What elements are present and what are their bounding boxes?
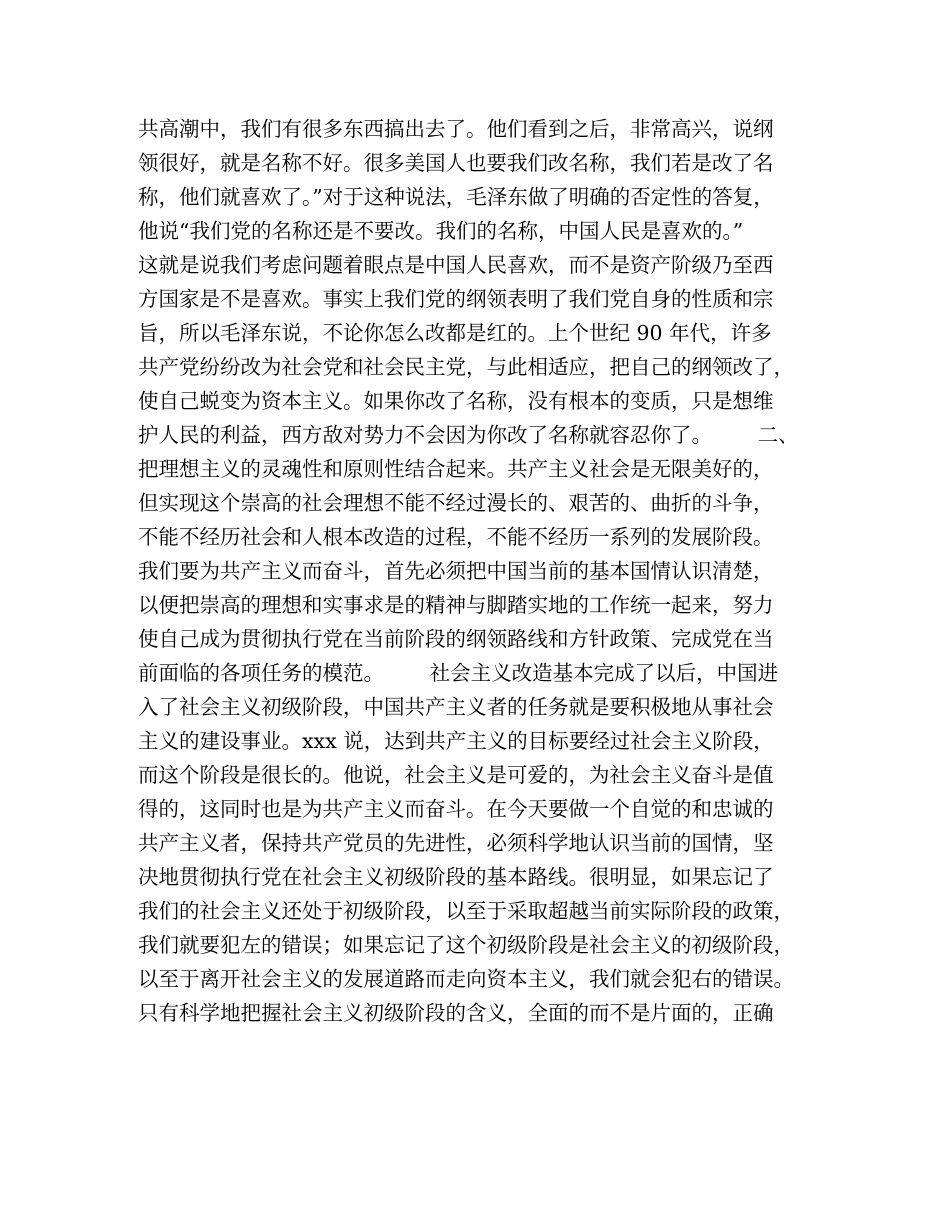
text-line: 前面临的各项任务的模范。 社会主义改造基本完成了以后，中国进	[138, 661, 779, 685]
text-line: 以至于离开社会主义的发展道路而走向资本主义，我们就会犯右的错误。	[138, 967, 794, 991]
text-line: 但实现这个崇高的社会理想不能不经过漫长的、艰苦的、曲折的斗争，	[138, 491, 774, 515]
text-line: 只有科学地把握社会主义初级阶段的含义，全面的而不是片面的，正确	[138, 1001, 774, 1025]
text-line: 主义的建设事业。xxx 说，达到共产主义的目标要经过社会主义阶段，	[138, 729, 774, 753]
text-line: 共高潮中，我们有很多东西搞出去了。他们看到之后，非常高兴，说纲	[138, 117, 774, 141]
text-line: 这就是说我们考虑问题着眼点是中国人民喜欢，而不是资产阶级乃至西	[138, 253, 774, 277]
text-line: 决地贯彻执行党在社会主义初级阶段的基本路线。很明显，如果忘记了	[138, 865, 774, 889]
text-line: 共产主义者，保持共产党员的先进性，必须科学地认识当前的国情，坚	[138, 831, 774, 855]
body-text	[138, 112, 838, 1030]
text-line: 使自己成为贯彻执行党在当前阶段的纲领路线和方针政策、完成党在当	[138, 627, 774, 651]
text-line: 而这个阶段是很长的。他说，社会主义是可爱的，为社会主义奋斗是值	[138, 763, 774, 787]
text-line: 以便把崇高的理想和实事求是的精神与脚踏实地的工作统一起来，努力	[138, 593, 774, 617]
text-line: 入了社会主义初级阶段，中国共产主义者的任务就是要积极地从事社会	[138, 695, 774, 719]
text-line: 领很好，就是名称不好。很多美国人也要我们改名称，我们若是改了名	[138, 151, 774, 175]
text-line: 得的，这同时也是为共产主义而奋斗。在今天要做一个自觉的和忠诚的	[138, 797, 774, 821]
text-line: 我们要为共产主义而奋斗，首先必须把中国当前的基本国情认识清楚，	[138, 559, 774, 583]
text-line: 把理想主义的灵魂性和原则性结合起来。共产主义社会是无限美好的，	[138, 457, 774, 481]
text-line: 他说“我们党的名称还是不要改。我们的名称，中国人民是喜欢的。”	[138, 219, 744, 243]
text-line: 称，他们就喜欢了。”对于这种说法，毛泽东做了明确的否定性的答复，	[138, 185, 774, 209]
text-line: 旨，所以毛泽东说，不论你怎么改都是红的。上个世纪 90 年代，许多	[138, 321, 772, 345]
text-line: 方国家是不是喜欢。事实上我们党的纲领表明了我们党自身的性质和宗	[138, 287, 774, 311]
text-line: 我们的社会主义还处于初级阶段，以至于采取超越当前实际阶段的政策，	[138, 899, 794, 923]
text-line: 护人民的利益，西方敌对势力不会因为你改了名称就容忍你了。 二、	[138, 423, 799, 447]
text-line: 共产党纷纷改为社会党和社会民主党，与此相适应，把自己的纲领改了，	[138, 355, 794, 379]
text-line: 不能不经历社会和人根本改造的过程，不能不经历一系列的发展阶段。	[138, 525, 774, 549]
text-line: 我们就要犯左的错误；如果忘记了这个初级阶段是社会主义的初级阶段，	[138, 933, 794, 957]
text-line: 使自己蜕变为资本主义。如果你改了名称，没有根本的变质，只是想维	[138, 389, 774, 413]
